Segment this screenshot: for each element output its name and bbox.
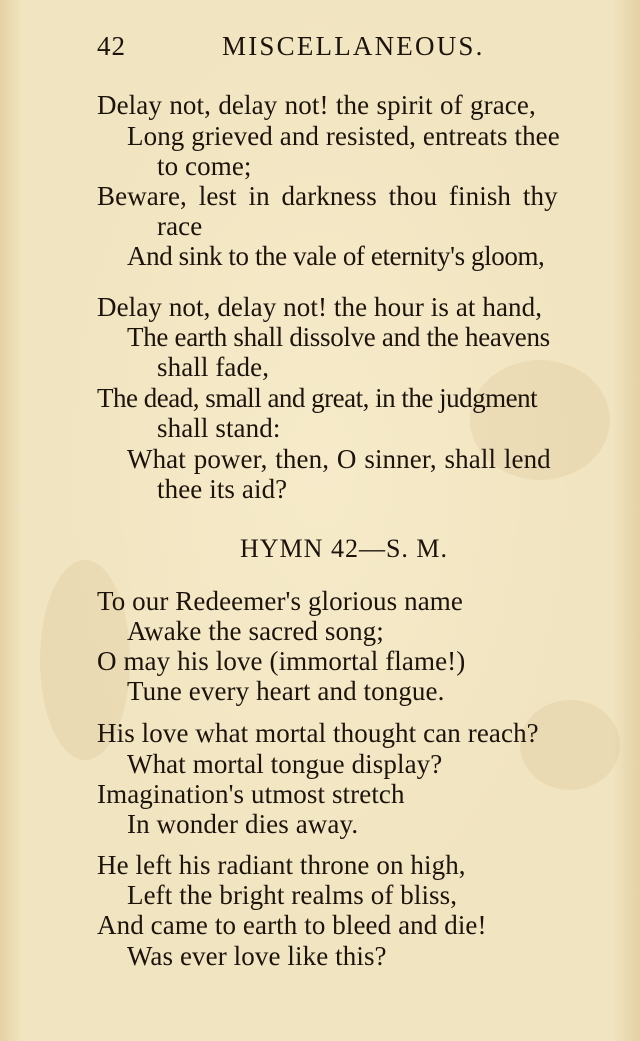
verse-line: He left his radiant throne on high, bbox=[97, 850, 466, 880]
verse-line: The earth shall dissolve and the heavens bbox=[127, 322, 550, 352]
verse-line: Delay not, delay not! the spirit of grace, bbox=[97, 90, 536, 120]
verse-line: shall stand: bbox=[157, 413, 281, 443]
verse-line: thee its aid? bbox=[157, 474, 288, 504]
verse-line: Long grieved and resisted, entreats thee bbox=[127, 121, 560, 151]
verse-line: And came to earth to bleed and die! bbox=[97, 910, 487, 940]
verse-line: Awake the sacred song; bbox=[127, 616, 384, 646]
verse-line: In wonder dies away. bbox=[127, 809, 359, 839]
verse-line: race bbox=[157, 211, 203, 241]
hymn-title: HYMN 42—S. M. bbox=[240, 534, 449, 563]
verse-line: What power, then, O sinner, shall lend bbox=[127, 444, 551, 474]
verse-line: Left the bright realms of bliss, bbox=[127, 880, 458, 910]
verse-line: Beware, lest in darkness thou finish thy bbox=[97, 181, 558, 211]
verse-line: to come; bbox=[157, 151, 252, 181]
verse-line: To our Redeemer's glorious name bbox=[97, 586, 463, 616]
verse-line: Imagination's utmost stretch bbox=[97, 779, 405, 809]
verse-line: shall fade, bbox=[157, 352, 270, 382]
verse-line: His love what mortal thought can reach? bbox=[97, 718, 539, 748]
verse-line: Tune every heart and tongue. bbox=[127, 676, 445, 706]
verse-line: The dead, small and great, in the judgment bbox=[97, 383, 538, 413]
verse-line: And sink to the vale of eternity's gloom, bbox=[127, 241, 545, 271]
page-number: 42 bbox=[97, 31, 126, 61]
verse-line: O may his love (immortal flame!) bbox=[97, 646, 466, 676]
verse-line: Delay not, delay not! the hour is at hand, bbox=[97, 292, 543, 322]
verse-line: Was ever love like this? bbox=[127, 941, 387, 971]
verse-line: What mortal tongue display? bbox=[127, 749, 443, 779]
running-head: MISCELLANEOUS. bbox=[222, 31, 485, 61]
